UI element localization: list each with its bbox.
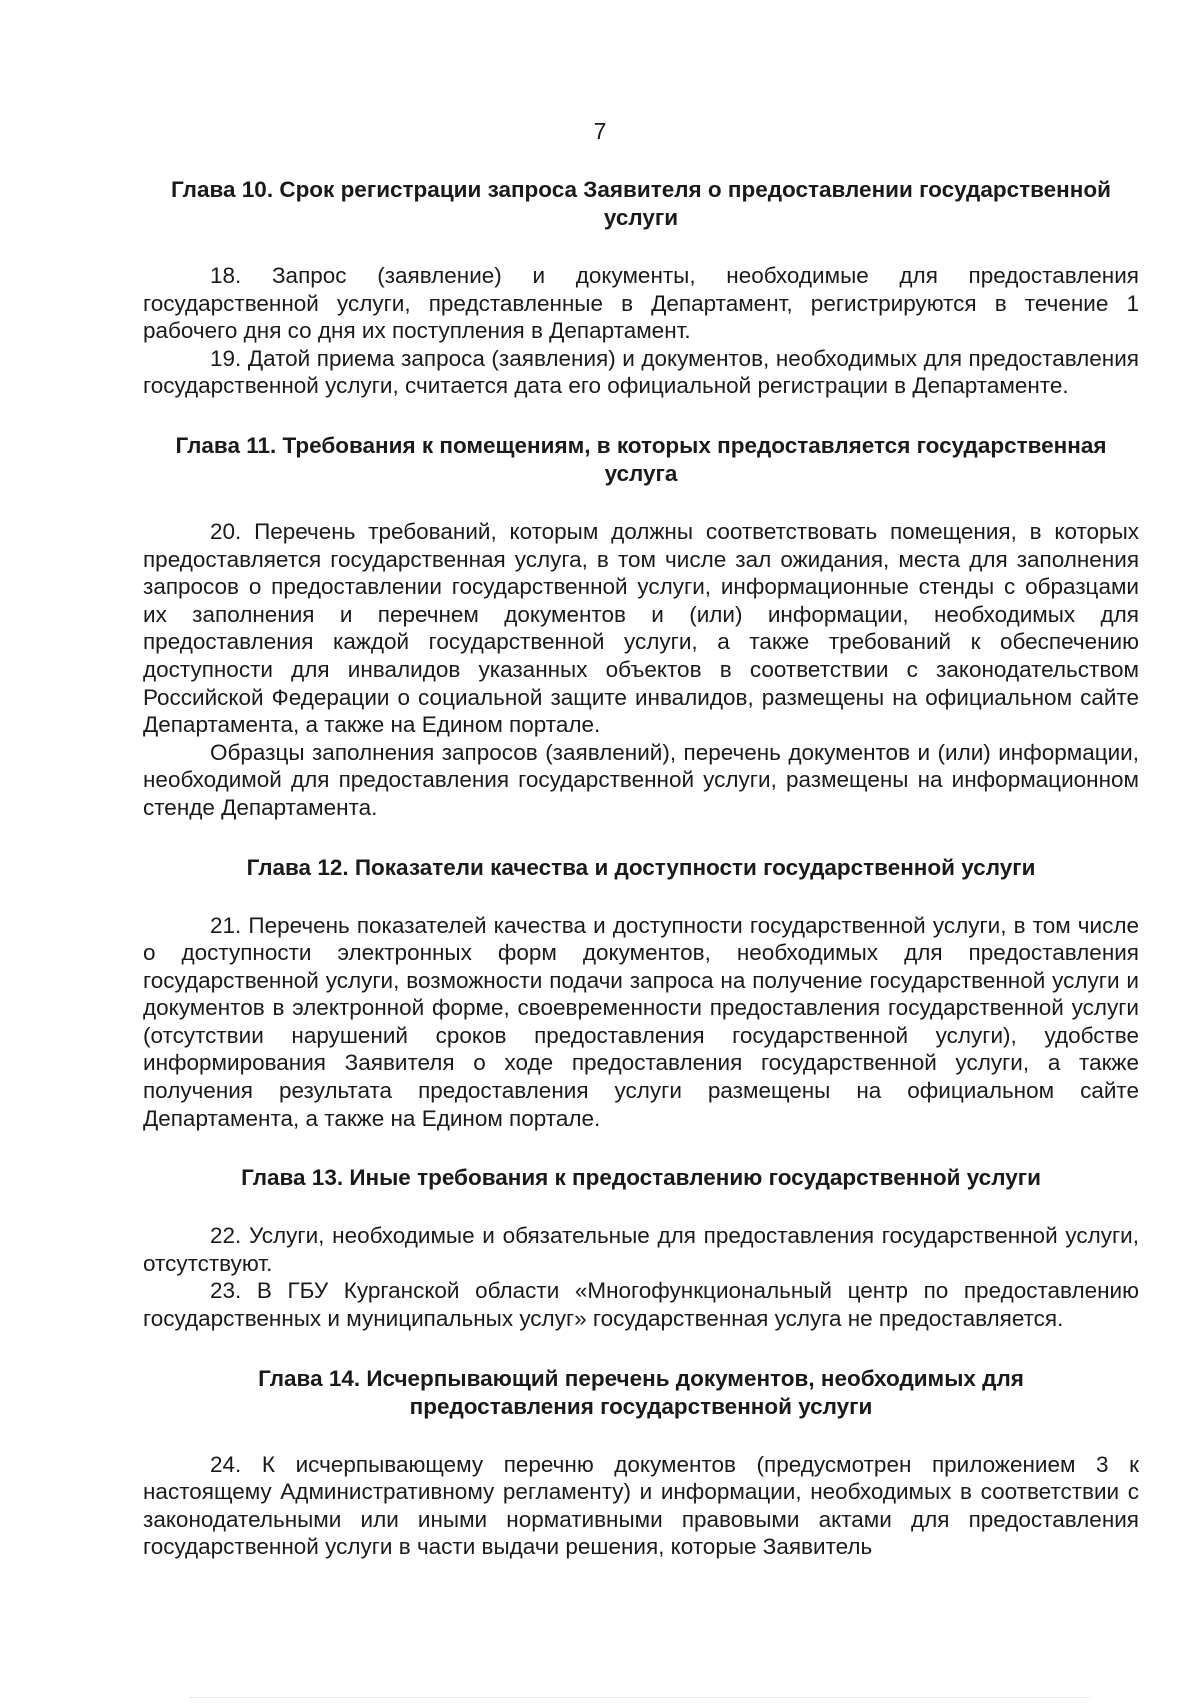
chapter-11 xyxy=(143,432,1139,822)
chapter-13 xyxy=(143,1164,1139,1332)
paragraph-18: 18. Запрос (заявление) и документы, необходимые для предоставления государственной услуги, представленные в Департамент, регистрируются в течение 1 рабочего дня со дня их поступления в Департамент. xyxy=(143,263,1139,344)
paragraph-23: 23. В ГБУ Курганской области «Многофункциональный центр по предоставлению государственных и муниципальных услуг» государственная услуга не предоставляется. xyxy=(143,1278,1139,1332)
chapter-12 xyxy=(143,854,1139,1133)
chapter-10 xyxy=(143,176,1139,400)
paragraph-21: 21. Перечень показателей качества и доступности государственной услуги, в том числе о доступности электронных форм документов, необходимых для предоставления государственной услуги, возможности подачи запроса на получение государственной услуги и документов в электронной форме, своевременности предоставления государственной услуги (отсутствии нарушений сроков предоставления государственной услуги), удобстве информирования Заявителя о ходе предоставления государственной услуги, а также получения результата предоставления услуги размещены на официальном сайте Департамента, а также на Едином портале. xyxy=(143,912,1139,1131)
page-number: 7 xyxy=(593,118,607,144)
paragraph-samples: Образцы заполнения запросов (заявлений), перечень документов и (или) информации, необходимой для предоставления государственной услуги, размещены на информационном стенде Департамента. xyxy=(143,739,1139,820)
chapter-heading: Глава 13. Иные требования к предоставлению государственной услуги xyxy=(241,1165,1041,1191)
paragraph-24: 24. К исчерпывающему перечню документов (предусмотрен приложением 3 к настоящему Административному регламенту) и информации, необходимых в соответствии с законодательными или иными нормативными правовыми актами для предоставления государственной услуги в части выдачи решения, которые Заявитель xyxy=(143,1451,1139,1560)
paragraph-22: 22. Услуги, необходимые и обязательные для предоставления государственной услуги, отсутствуют. xyxy=(143,1223,1139,1276)
paragraph-20: 20. Перечень требований, которым должны соответствовать помещения, в которых предоставляется государственная услуга, в том числе зал ожидания, места для заполнения запросов о предоставлении государственной услуги, информационные стенды с образцами их заполнения и перечнем документов и (или) информации, необходимых для предоставления каждой государственной услуги, а также требований к обеспечению доступности для инвалидов указанных объектов в соответствии с законодательством Российской Федерации о социальной защите инвалидов, размещены на официальном сайте Департамента, а также на Едином портале. xyxy=(143,518,1139,738)
chapter-14 xyxy=(143,1365,1139,1561)
paragraph-19: 19. Датой приема запроса (заявления) и документов, необходимых для предоставления государственной услуги, считается дата его официальной регистрации в Департаменте. xyxy=(143,345,1139,399)
chapter-heading: Глава 10. Срок регистрации запроса Заявителя о предоставлении государственной услуги xyxy=(171,177,1111,230)
chapter-heading: Глава 12. Показатели качества и доступности государственной услуги xyxy=(246,854,1036,880)
chapter-heading: Глава 14. Исчерпывающий перечень документов, необходимых для предоставления государственной услуги xyxy=(258,1365,1024,1419)
scan-edge-artifact xyxy=(190,1697,1090,1704)
chapter-heading: Глава 11. Требования к помещениям, в которых предоставляется государственная услуга xyxy=(175,432,1107,486)
document-body xyxy=(143,176,1139,1561)
